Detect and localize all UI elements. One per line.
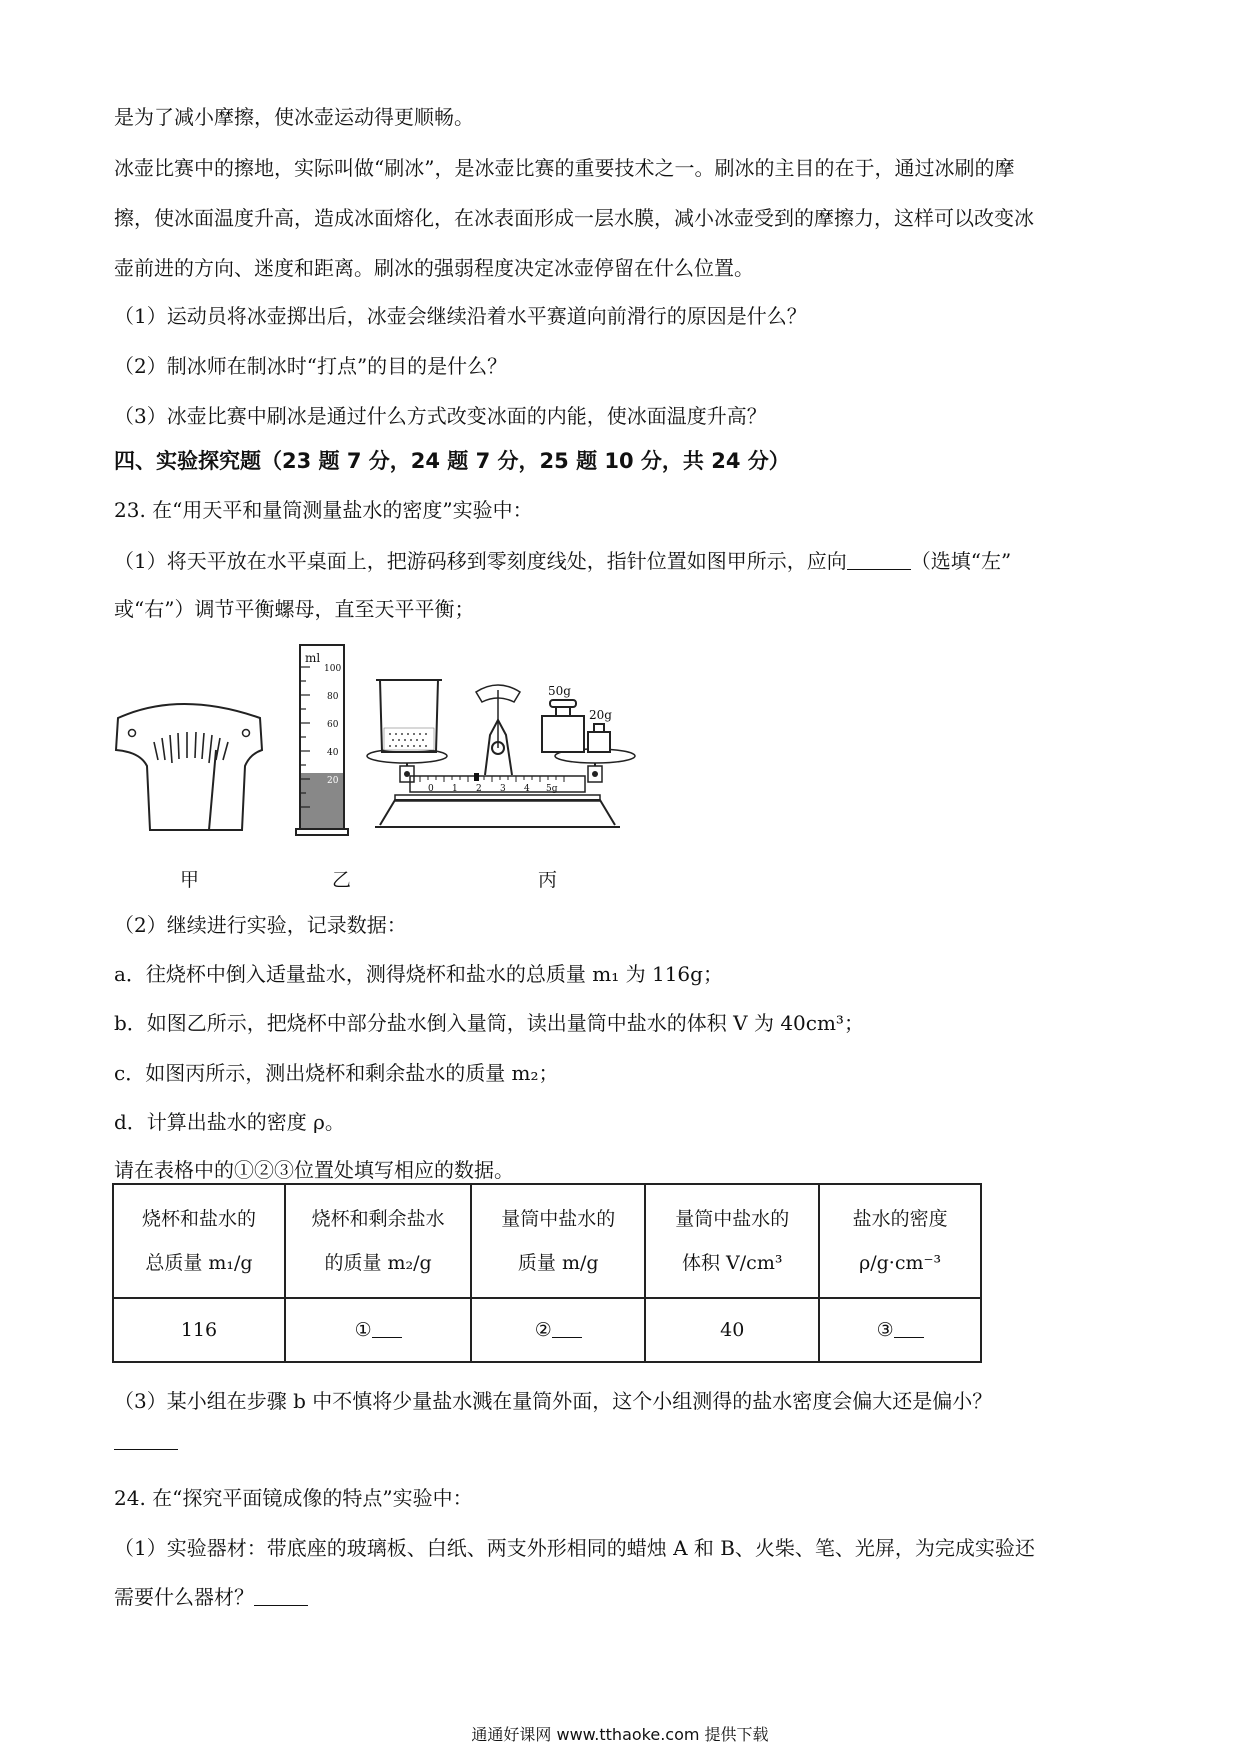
table-cell: ③ [819,1298,981,1362]
balance-figure [367,680,635,827]
experiment-figures [110,640,710,855]
cylinder-tick-label: 60 [327,720,339,730]
cylinder-tick-label: 20 [327,776,339,786]
paragraph-line: 擦，使冰面温度升高，造成冰面熔化，在冰表面形成一层水膜，减小冰壶受到的摩擦力，这样可以改变冰 [114,206,1034,230]
table-cell: ① [285,1298,471,1362]
step-item: a．往烧杯中倒入适量盐水，测得烧杯和盐水的总质量 m₁ 为 116g； [114,962,723,986]
paragraph-line: 冰壶比赛中的擦地，实际叫做“刷冰”，是冰壶比赛的重要技术之一。刷冰的主目的在于，通过冰刷的摩 [114,156,1015,180]
page-footer: 通通好课网 www.tthaoke.com 提供下载 [471,1725,769,1744]
question-part [114,1584,308,1610]
scale-label: 3 [500,784,506,794]
scale-label: 1 [452,784,458,794]
question-part: 或“右”）调节平衡螺母，直至天平平衡； [114,597,475,621]
cylinder-tick-label: 100 [324,664,342,674]
table-header-cell: 量筒中盐水的 体积 V/cm³ [645,1184,819,1298]
question-title: 24. 在“探究平面镜成像的特点”实验中： [114,1486,473,1510]
cylinder-tick-label: 40 [327,748,339,758]
step-item: d．计算出盐水的密度 ρ。 [114,1110,345,1134]
section-heading: 四、实验探究题（23 题 7 分，24 题 7 分，25 题 10 分，共 24 分） [114,449,790,473]
part-text: 需要什么器材？ [114,1585,254,1609]
question-item: （1）运动员将冰壶掷出后，冰壶会继续沿着水平赛道向前滑行的原因是什么？ [114,304,807,328]
cylinder-unit: ml [305,651,321,665]
cylinder-tick-label: 80 [327,692,339,702]
table-cell: 116 [113,1298,285,1362]
answer-blank[interactable] [847,549,911,570]
scale-label: 2 [476,784,482,794]
figure-label-bing: 丙 [538,869,558,891]
question-part: （1）实验器材：带底座的玻璃板、白纸、两支外形相同的蜡烛 A 和 B、火柴、笔、光屏，为完成实验还 [114,1536,1035,1560]
rider [474,773,479,781]
step-item: b．如图乙所示，把烧杯中部分盐水倒入量筒，读出量筒中盐水的体积 V 为 40cm³； [114,1011,864,1035]
question-part: （3）某小组在步骤 b 中不慎将少量盐水溅在量筒外面，这个小组测得的盐水密度会偏大还是偏小？ [114,1389,993,1413]
paragraph-line: 壶前进的方向、迷度和距离。刷冰的强弱程度决定冰壶停留在什么位置。 [114,256,754,280]
graduated-cylinder-figure [296,645,348,835]
table-header-cell: 烧杯和剩余盐水 的质量 m₂/g [285,1184,471,1298]
table-header-cell: 盐水的密度 ρ/g·cm⁻³ [819,1184,981,1298]
weight-label-50: 50g [548,684,571,698]
paragraph-line: 是为了减小摩擦，使冰壶运动得更顺畅。 [114,105,474,129]
answer-blank[interactable] [114,1449,178,1450]
question-part: （2）继续进行实验，记录数据： [114,913,407,937]
figure-label-yi: 乙 [332,869,352,891]
table-header-cell: 量筒中盐水的 质量 m/g [471,1184,645,1298]
answer-blank[interactable] [254,1585,308,1606]
table-intro: 请在表格中的①②③位置处填写相应的数据。 [114,1158,514,1182]
answer-blank[interactable] [552,1317,582,1338]
scale-label: 5g [546,784,558,794]
table-header-row [113,1184,981,1298]
pointer-dial-figure [116,704,262,830]
question-item: （3）冰壶比赛中刷冰是通过什么方式改变冰面的内能，使冰面温度升高？ [114,404,767,428]
scale-label: 0 [428,784,434,794]
question-title: 23. 在“用天平和量筒测量盐水的密度”实验中： [114,498,533,522]
part-text: （1）将天平放在水平桌面上，把游码移到零刻度线处，指针位置如图甲所示，应向 [114,549,847,573]
weight-label-20: 20g [589,708,612,722]
answer-blank[interactable] [372,1317,402,1338]
table-cell: 40 [645,1298,819,1362]
step-item: c．如图丙所示，测出烧杯和剩余盐水的质量 m₂； [114,1061,559,1085]
table-header-cell: 烧杯和盐水的 总质量 m₁/g [113,1184,285,1298]
part-text: （选填“左” [910,549,1012,573]
question-part [114,548,1011,574]
scale-label: 4 [524,784,530,794]
answer-blank[interactable] [894,1317,924,1338]
table-cell: ② [471,1298,645,1362]
table-row [113,1298,981,1362]
data-table [112,1183,982,1363]
figure-label-jia: 甲 [180,869,200,891]
question-item: （2）制冰师在制冰时“打点”的目的是什么？ [114,354,508,378]
